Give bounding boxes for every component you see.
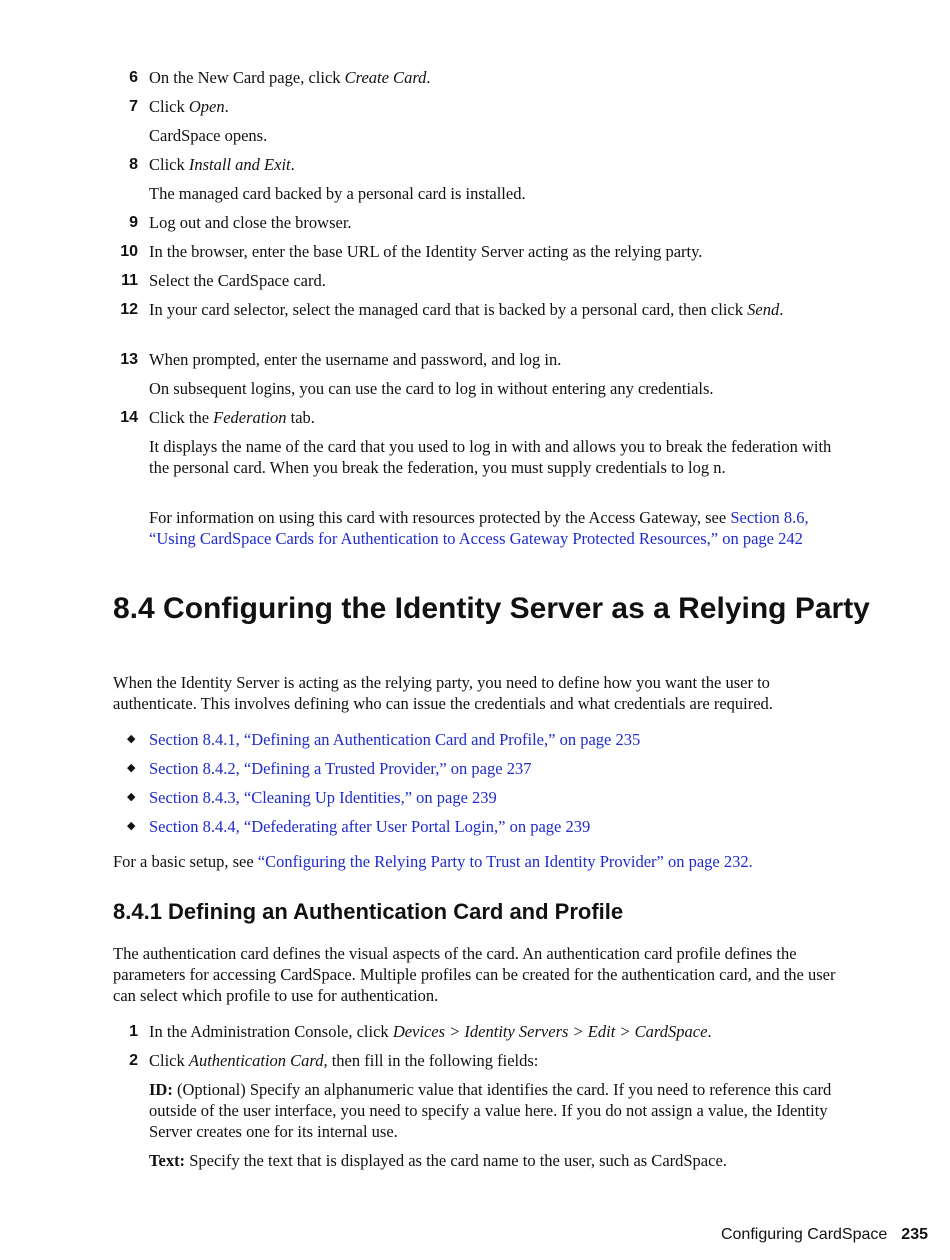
step-note: For information on using this card with resources protected by the Access Gateway, see Section 8.6, “Using CardSpace Cards for Authentication to Access Gateway Protected Resources,” on page 242 <box>149 508 809 548</box>
cross-reference-link[interactable]: “Configuring the Relying Party to Trust an Identity Provider” on page 232. <box>257 852 753 871</box>
subsection-heading: 8.4.1 Defining an Authentication Card and Profile <box>113 899 624 924</box>
ui-term: Federation <box>213 408 287 427</box>
step-text: Click the Federation tab. <box>149 408 315 427</box>
step-text: In your card selector, select the managed card that is backed by a personal card, then click Send. <box>149 300 784 319</box>
step-text: In the browser, enter the base URL of the Identity Server acting as the relying party. <box>149 242 703 261</box>
step-text: Click Authentication Card, then fill in the following fields: <box>149 1051 539 1070</box>
bullet-icon: ◆ <box>127 762 136 774</box>
step-text: Select the CardSpace card. <box>149 271 326 290</box>
step-number: 2 <box>129 1052 138 1069</box>
step-number: 11 <box>121 272 138 289</box>
step-number: 1 <box>129 1023 138 1040</box>
step-number: 8 <box>129 156 138 173</box>
step-text: Click Install and Exit. <box>149 155 295 174</box>
ui-term: Install and Exit <box>188 155 291 174</box>
step-number: 12 <box>120 301 138 318</box>
section-heading: 8.4 Configuring the Identity Server as a Relying Party <box>113 592 870 625</box>
step-text: When prompted, enter the username and password, and log in. <box>149 350 562 369</box>
ui-term: Create Card <box>344 68 427 87</box>
field-description-id: ID: (Optional) Specify an alphanumeric value that identifies the card. If you need to reference this card outside of the user interface, you need to specify a value here. If you do not assign a value, the Identity Server creates one for its internal use. <box>149 1080 832 1141</box>
step-number: 10 <box>120 243 138 260</box>
ui-term: Send <box>747 300 780 319</box>
basic-setup-para: For a basic setup, see “Configuring the Relying Party to Trust an Identity Provider” on page 232. <box>113 852 753 871</box>
step-note: On subsequent logins, you can use the card to log in without entering any credentials. <box>149 379 714 398</box>
step-note: It displays the name of the card that you used to log in with and allows you to break the federation with the personal card. When you break the federation, you must supply credentials to log n. <box>149 437 832 477</box>
section-link[interactable]: Section 8.4.1, “Defining an Authentication Card and Profile,” on page 235 <box>149 730 641 749</box>
bullet-icon: ◆ <box>127 733 136 745</box>
step-text: Log out and close the browser. <box>149 213 352 232</box>
page-footer <box>721 1225 928 1245</box>
ui-term: Open <box>188 97 225 116</box>
cross-reference-link[interactable]: Section 8.6, “Using CardSpace Cards for Authentication to Access Gateway Protected Resources,” on page 242 <box>149 508 809 548</box>
step-text: Click Open. <box>149 97 229 116</box>
page-number: 235 <box>901 1226 928 1243</box>
step-note: The managed card backed by a personal card is installed. <box>149 184 526 203</box>
step-number: 6 <box>129 69 138 86</box>
step-number: 13 <box>120 351 138 368</box>
ui-term: Devices > Identity Servers > Edit > CardSpace <box>392 1022 708 1041</box>
step-text: On the New Card page, click Create Card. <box>149 68 431 87</box>
bullet-icon: ◆ <box>127 820 136 832</box>
bullet-icon: ◆ <box>127 791 136 803</box>
step-number: 14 <box>120 409 138 426</box>
field-label: ID: <box>149 1080 173 1099</box>
field-description-text: Text: Specify the text that is displayed as the card name to the user, such as CardSpace. <box>149 1151 727 1170</box>
footer-title: Configuring CardSpace <box>720 1226 888 1243</box>
step-text: In the Administration Console, click Devices > Identity Servers > Edit > CardSpace. <box>149 1022 712 1041</box>
section-link[interactable]: Section 8.4.3, “Cleaning Up Identities,” on page 239 <box>149 788 497 807</box>
step-number: 9 <box>129 214 138 231</box>
ui-term: Authentication Card <box>188 1051 324 1070</box>
step-number: 7 <box>129 98 138 115</box>
section-link[interactable]: Section 8.4.2, “Defining a Trusted Provider,” on page 237 <box>149 759 532 778</box>
step-note: CardSpace opens. <box>149 126 268 145</box>
field-label: Text: <box>149 1151 186 1170</box>
subsection-intro: The authentication card defines the visual aspects of the card. An authentication card profile defines the parameters for accessing CardSpace. Multiple profiles can be created for the authentication card, and the user can select which profile to use for authentication. <box>113 944 836 1005</box>
section-intro: When the Identity Server is acting as the relying party, you need to define how you want the user to authenticate. This involves defining who can issue the credentials and what credentials are required. <box>113 673 773 713</box>
section-link[interactable]: Section 8.4.4, “Defederating after User Portal Login,” on page 239 <box>149 817 591 836</box>
